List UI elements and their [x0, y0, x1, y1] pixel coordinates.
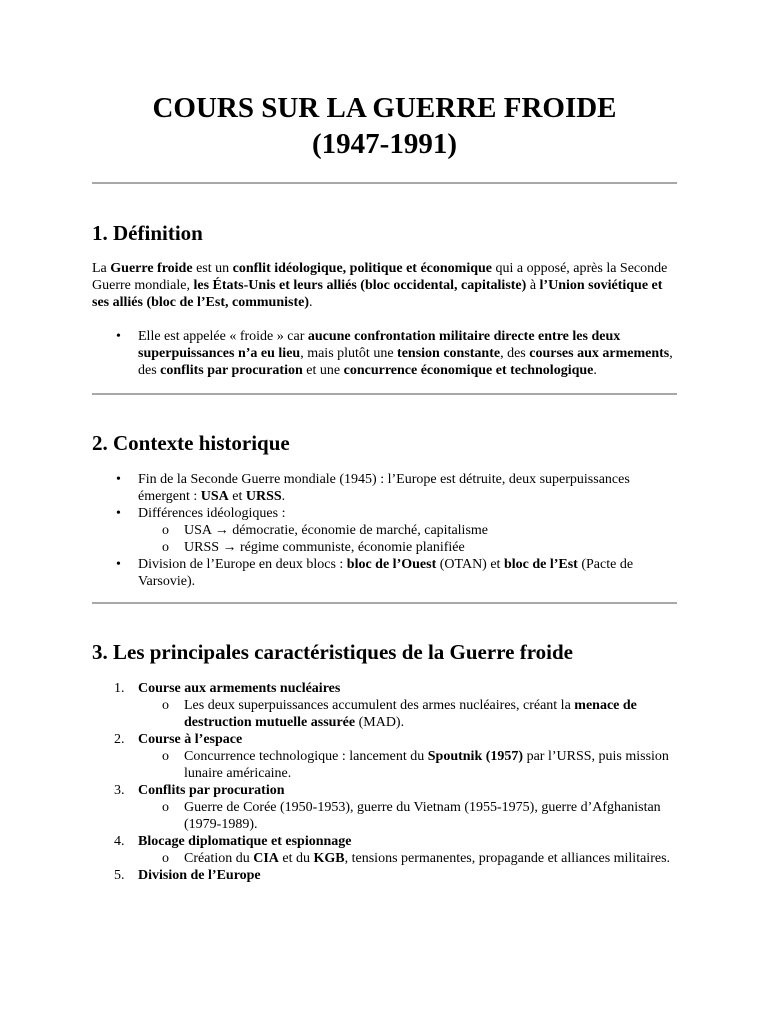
text: Les deux superpuissances accumulent des armes nucléaires, créant la	[184, 698, 575, 713]
text: (MAD).	[355, 715, 405, 730]
text: et une	[302, 363, 344, 378]
list-item	[138, 471, 677, 505]
bold-text: concurrence économique et technologique	[343, 363, 594, 378]
sub-list-item: o USA → démocratie, économie de marché, capitalisme	[184, 522, 677, 539]
text: Division de l’Europe en deux blocs :	[138, 557, 347, 572]
divider-2	[92, 393, 677, 395]
numbered-item	[114, 833, 677, 867]
item-title: Course aux armements nucléaires	[138, 681, 341, 696]
sub-list-item	[184, 850, 677, 867]
sub-list-item: o URSS → régime communiste, économie planifiée	[184, 539, 677, 556]
bold-text: USA	[200, 489, 229, 504]
item-title: Division de l’Europe	[138, 868, 261, 883]
title-line-1: COURS SUR LA GUERRE FROIDE	[152, 92, 617, 124]
bold-text: conflit idéologique, politique et économique	[232, 261, 493, 276]
document-body	[92, 86, 677, 884]
text: à	[526, 278, 540, 293]
text: qui a opposé, après la Seconde Guerre mondiale,	[92, 261, 668, 293]
bold-text: courses aux armements	[529, 346, 670, 361]
bold-text: URSS	[245, 489, 282, 504]
numbered-item	[114, 867, 677, 884]
item-number: 1.	[114, 681, 125, 696]
item-number: 4.	[114, 834, 125, 849]
bold-text: l’Union soviétique et ses alliés (bloc de l’Est, communiste)	[92, 278, 663, 310]
text: , mais plutôt une	[300, 346, 398, 361]
text: et	[228, 489, 246, 504]
definition-bullet-list	[92, 328, 677, 379]
definition-paragraph	[92, 260, 677, 311]
bold-text: Spoutnik (1957)	[427, 749, 524, 764]
text: et du	[278, 851, 314, 866]
text: Elle est appelée « froide » car	[138, 329, 308, 344]
numbered-item	[114, 731, 677, 782]
item-number: 3.	[114, 783, 125, 798]
item-number: 5.	[114, 868, 125, 883]
sub-list-item	[184, 748, 677, 782]
item-title: Conflits par procuration	[138, 783, 285, 798]
text: , des	[500, 346, 530, 361]
title-line-2: (1947-1991)	[312, 128, 457, 160]
characteristics-numbered-list	[92, 680, 677, 884]
text: par l’URSS, puis mission lunaire américaine.	[184, 749, 669, 781]
bold-text: bloc de l’Est	[503, 557, 578, 572]
text: Création du	[184, 851, 254, 866]
item-sublist	[138, 697, 677, 731]
numbered-item	[114, 782, 677, 833]
text: Concurrence technologique : lancement du	[184, 749, 428, 764]
bold-text: KGB	[313, 851, 345, 866]
text: .	[593, 363, 597, 378]
section-1-heading: 1. Définition	[92, 221, 203, 245]
page-title	[92, 90, 677, 162]
bold-text: menace de destruction mutuelle assurée	[184, 698, 637, 730]
text: .	[281, 489, 286, 504]
text: est un	[192, 261, 233, 276]
bold-text: CIA	[253, 851, 279, 866]
list-item	[138, 505, 677, 556]
text: .	[308, 295, 313, 310]
numbered-item	[114, 680, 677, 731]
text: (OTAN) et	[436, 557, 504, 572]
ideology-sublist	[138, 522, 677, 556]
bold-text: aucune confrontation militaire directe entre les deux superpuissances n’a eu lieu	[138, 329, 621, 361]
sub-list-item: o Guerre de Corée (1950-1953), guerre du Vietnam (1955-1975), guerre d’Afghanistan (1979-1989).	[184, 799, 677, 833]
text: , tensions permanentes, propagande et alliances militaires.	[344, 851, 671, 866]
text: Fin de la Seconde Guerre mondiale (1945) : l’Europe est détruite, deux superpuissances émergent :	[138, 472, 630, 504]
bold-text: conflits par procuration	[160, 363, 303, 378]
text: , des	[138, 346, 673, 378]
divider-1	[92, 182, 677, 184]
text: (Pacte de Varsovie).	[138, 557, 634, 589]
section-2-heading: 2. Contexte historique	[92, 431, 290, 455]
item-sublist	[138, 799, 677, 833]
list-item	[138, 556, 677, 590]
sub-list-item	[184, 697, 677, 731]
bold-text: bloc de l’Ouest	[346, 557, 437, 572]
bold-text: Guerre froide	[110, 261, 193, 276]
bold-text: tension constante	[397, 346, 501, 361]
context-bullet-list	[92, 471, 677, 590]
text: Différences idéologiques :	[138, 506, 286, 521]
item-title: Course à l’espace	[138, 732, 243, 747]
divider-3	[92, 602, 677, 604]
item-number: 2.	[114, 732, 125, 747]
bold-text: les États-Unis et leurs alliés (bloc occidental, capitaliste)	[193, 278, 527, 293]
text: La	[92, 261, 111, 276]
item-sublist	[138, 748, 677, 782]
list-item	[138, 328, 677, 379]
section-3-heading: 3. Les principales caractéristiques de la Guerre froide	[92, 640, 573, 664]
item-sublist	[138, 850, 677, 867]
item-title: Blocage diplomatique et espionnage	[138, 834, 352, 849]
